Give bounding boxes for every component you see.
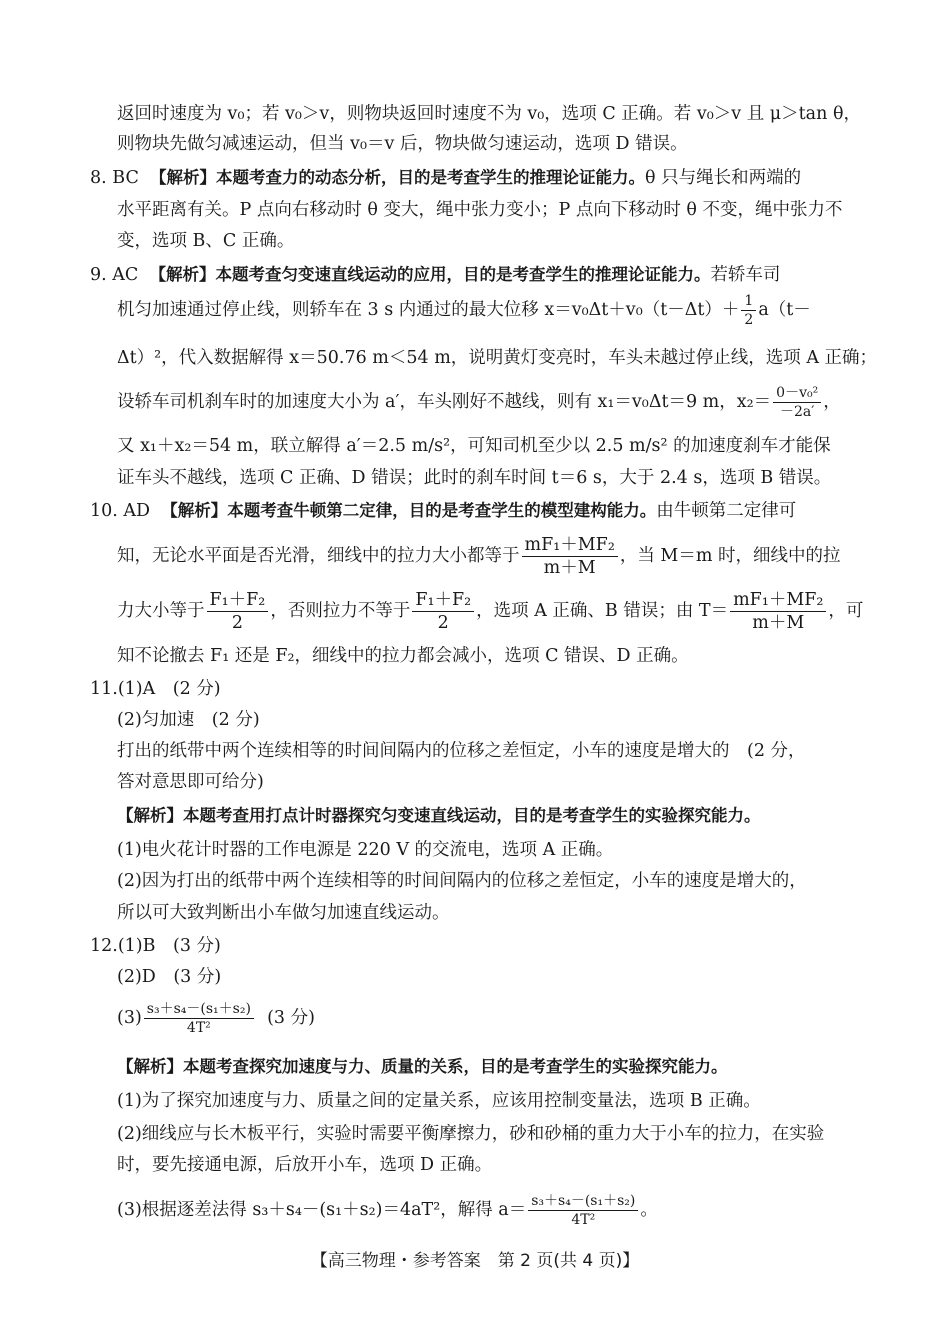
q8-number: 8. BC [90,168,139,188]
q8-analysis-tag: 【解析】本题考查力的动态分析，目的是考查学生的推理论证能力。 [149,168,645,187]
q9-line-6: 证车头不越线，选项 C 正确、D 错误；此时的刹车时间 t＝6 s，大于 2.4 s，选项 B 错误。 [117,468,832,488]
q10-line-2 [117,534,840,579]
q10-line-4: 知不论撤去 F₁ 还是 F₂，细线中的拉力都会减小，选项 C 错误、D 正确。 [117,646,689,666]
q12-answer-1: (1)B (3 分) [117,936,221,956]
q9-text-4a: 设轿车司机刹车时的加速度大小为 a′，车头刚好不越线，则有 x₁＝v₀Δt＝9 m，x₂＝ [117,392,772,412]
q9-line-1 [90,263,780,287]
q12-text-4b: 。 [640,1200,658,1220]
q9-number: 9. AC [90,265,139,285]
q10-text-2b: ，当 M＝m 时，细线中的拉 [619,546,841,566]
q9-text-4b: ， [823,392,841,412]
q11-answer-4: 答对意思即可给分) [117,772,264,792]
q10-text-1: 由牛顿第二定律可 [656,501,797,521]
q7-line-2: 则物块先做匀减速运动，但当 v₀＝v 后，物块做匀速运动，选项 D 错误。 [117,134,688,154]
q9-line-4 [117,384,841,421]
fraction-denominator: 4T² [571,1212,596,1228]
q8-line-3: 变，选项 B、C 正确。 [117,231,295,251]
fraction-numerator: s₃＋s₄－(s₁＋s₂) [528,1192,638,1211]
q12-answer-3-score: (3 分) [267,1008,315,1028]
q8-line-1 [90,166,801,190]
q11-explain-2: (2)因为打出的纸带中两个连续相等的时间间隔内的位移之差恒定，小车的速度是增大的， [117,871,807,891]
fraction-denominator: 2 [744,312,754,328]
q8-text-1: θ 只与绳长和两端的 [644,168,802,188]
q10-text-2a: 知，无论水平面是否光滑，细线中的拉力大小都等于 [117,546,520,566]
tension-fraction-2 [730,589,826,634]
q11-answer-3: 打出的纸带中两个连续相等的时间间隔内的位移之差恒定，小车的速度是增大的 (2 分， [117,741,806,761]
q12-line-1 [90,934,221,958]
fraction-numerator: s₃＋s₄－(s₁＋s₂) [144,1000,254,1019]
acceleration-result-fraction [528,1192,638,1229]
q12-answer-2: (2)D (3 分) [117,967,222,987]
q9-line-2 [117,292,811,329]
fraction-numerator: F₁＋F₂ [412,589,474,612]
q11-explain-3: 所以可大致判断出小车做匀加速直线运动。 [117,903,450,923]
q7-line-1: 返回时速度为 v₀；若 v₀＞v，则物块返回时速度不为 v₀，选项 C 正确。若 v₀＞v 且 μ＞tan θ， [117,104,861,124]
q11-analysis-tag: 【解析】本题考查用打点计时器探究匀变速直线运动，目的是考查学生的实验探究能力。 [117,806,761,825]
q12-explain-3: 时，要先接通电源，后放开小车，选项 D 正确。 [117,1155,493,1175]
q10-text-3b: ，否则拉力不等于 [270,601,411,621]
fraction-denominator: 2 [231,613,243,633]
q9-text-1: 若轿车司 [710,265,781,285]
q11-explain-1: (1)电火花计时器的工作电源是 220 V 的交流电，选项 A 正确。 [117,840,614,860]
page-footer: 【高三物理・参考答案 第 2 页(共 4 页)】 [310,1251,640,1271]
q11-line-1 [90,677,221,701]
q10-analysis-tag: 【解析】本题考查牛顿第二定律，目的是考查学生的模型建构能力。 [161,501,657,520]
acceleration-formula-fraction [144,1000,254,1037]
q10-text-3d: ，可 [828,601,864,621]
q10-line-3 [117,589,863,634]
fraction-numerator: mF₁＋MF₂ [730,589,826,612]
q10-line-1 [90,499,796,523]
q11-answer-2: (2)匀加速 (2 分) [117,710,260,730]
x2-fraction [773,384,821,421]
q9-analysis-tag: 【解析】本题考查匀变速直线运动的应用，目的是考查学生的推理论证能力。 [149,265,711,284]
q11-answer-1: (1)A (2 分) [117,679,221,699]
q12-answer-3 [117,1000,315,1037]
q10-text-3a: 力大小等于 [117,601,205,621]
fraction-denominator: 4T² [186,1020,211,1036]
q9-text-2a: 机匀加速通过停止线，则轿车在 3 s 内通过的最大位移 x＝v₀Δt＋v₀（t－Δt）＋ [117,300,740,320]
fraction-denominator: －2a′ [779,404,815,420]
fraction-denominator: m＋M [543,558,596,578]
q12-explain-1: (1)为了探究加速度与力、质量之间的定量关系，应该用控制变量法，选项 B 正确。 [117,1091,761,1111]
q12-number: 12. [90,936,118,956]
tension-fraction [522,534,618,579]
q9-text-2b: a（t－ [758,300,811,320]
fraction-numerator: F₁＋F₂ [207,589,269,612]
q12-analysis-tag: 【解析】本题考查探究加速度与力、质量的关系，目的是考查学生的实验探究能力。 [117,1057,728,1076]
q12-answer-3-prefix: (3) [117,1008,142,1028]
fraction-numerator: mF₁＋MF₂ [522,534,618,557]
q12-text-4a: (3)根据逐差法得 s₃＋s₄－(s₁＋s₂)＝4aT²，解得 a＝ [117,1200,527,1220]
q8-line-2: 水平距离有关。P 点向右移动时 θ 变大，绳中张力变小；P 点向下移动时 θ 不变，绳中张力不 [117,200,843,220]
q9-line-5: 又 x₁＋x₂＝54 m，联立解得 a′＝2.5 m/s²，可知司机至少以 2.5 m/s² 的加速度刹车才能保 [117,436,831,456]
q10-text-3c: ，选项 A 正确、B 错误；由 T＝ [476,601,729,621]
fraction-denominator: m＋M [752,613,805,633]
fraction-denominator: 2 [437,613,449,633]
q9-line-3: Δt）²，代入数据解得 x＝50.76 m＜54 m，说明黄灯变亮时，车头未越过停止线，选项 A 正确； [117,348,878,368]
fraction-numerator: 1 [741,292,756,311]
q11-number: 11. [90,679,118,699]
q10-number: 10. AD [90,501,151,521]
q12-explain-2: (2)细线应与长木板平行，实验时需要平衡摩擦力，砂和砂桶的重力大于小车的拉力，在实验 [117,1124,825,1144]
q12-explain-4 [117,1192,658,1229]
average-force-fraction-1 [207,589,269,634]
one-half-fraction [741,292,756,329]
average-force-fraction-2 [412,589,474,634]
fraction-numerator: 0－v₀² [773,384,821,403]
